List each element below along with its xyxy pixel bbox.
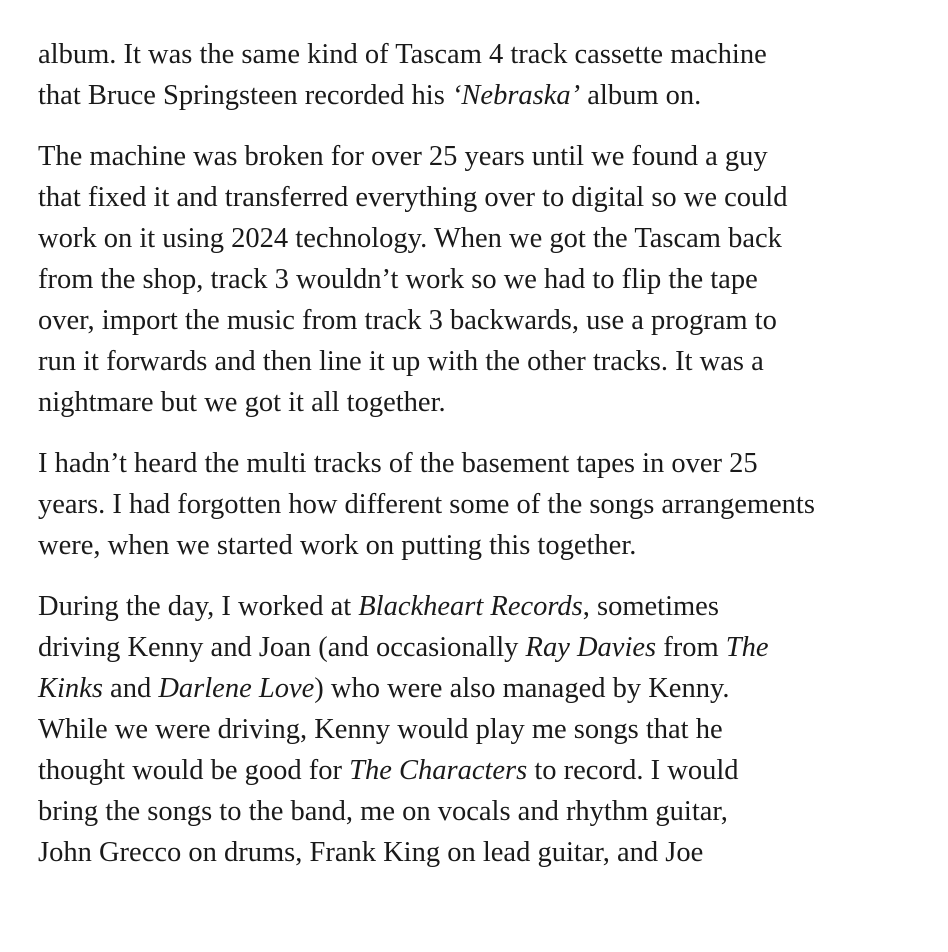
text-run: thought would be good for — [38, 755, 350, 786]
italic-text-run: Darlene Love — [158, 673, 315, 704]
text-run: The machine was broken for over 25 years until we found a guy — [38, 141, 768, 172]
text-run: and — [102, 673, 159, 704]
text-line — [38, 709, 928, 750]
italic-text-run: Kinks — [38, 673, 103, 704]
italic-text-run: The — [725, 632, 769, 663]
text-run: bring the songs to the band, me on vocals and rhythm guitar, — [38, 796, 728, 827]
text-line — [38, 34, 928, 75]
italic-text-run: ‘Nebraska’ — [451, 80, 581, 111]
text-run: driving Kenny and Joan (and occasionally — [38, 632, 526, 663]
text-line — [38, 668, 928, 709]
text-line — [38, 341, 928, 382]
text-run: I hadn’t heard the multi tracks of the basement tapes in over 25 — [38, 448, 758, 479]
text-run: During the day, I worked at — [38, 591, 359, 622]
text-line — [38, 627, 928, 668]
paragraph — [38, 443, 928, 566]
text-run: work on it using 2024 technology. When we got the Tascam back — [38, 223, 782, 254]
text-line — [38, 75, 928, 116]
italic-text-run: Blackheart Records — [358, 591, 583, 622]
text-line — [38, 586, 928, 627]
text-line — [38, 177, 928, 218]
text-run: from the shop, track 3 wouldn’t work so we had to flip the tape — [38, 264, 758, 295]
paragraph — [38, 34, 928, 116]
text-run: nightmare but we got it all together. — [38, 387, 446, 418]
text-line — [38, 382, 928, 423]
text-run: While we were driving, Kenny would play me songs that he — [38, 714, 723, 745]
text-line — [38, 218, 928, 259]
italic-text-run: Ray Davies — [525, 632, 657, 663]
text-line — [38, 259, 928, 300]
text-run: ) who were also managed by Kenny. — [314, 673, 730, 704]
text-run: to record. I would — [527, 755, 739, 786]
text-run: album. It was the same kind of Tascam 4 track cassette machine — [38, 39, 767, 70]
text-run: from — [656, 632, 726, 663]
text-run: John Grecco on drums, Frank King on lead guitar, and Joe — [38, 837, 704, 868]
italic-text-run: The Characters — [349, 755, 528, 786]
text-line — [38, 136, 928, 177]
paragraph — [38, 136, 928, 423]
text-run: over, import the music from track 3 backwards, use a program to — [38, 305, 777, 336]
paragraph — [38, 586, 928, 873]
document-page — [38, 34, 928, 893]
text-line — [38, 443, 928, 484]
text-line — [38, 484, 928, 525]
text-line — [38, 300, 928, 341]
text-run: album on. — [580, 80, 702, 111]
text-run: years. I had forgotten how different some of the songs arrangements — [38, 489, 815, 520]
text-run: , sometimes — [582, 591, 719, 622]
text-line — [38, 525, 928, 566]
text-run: that fixed it and transferred everything over to digital so we could — [38, 182, 788, 213]
text-run: that Bruce Springsteen recorded his — [38, 80, 452, 111]
text-line — [38, 791, 928, 832]
text-line — [38, 832, 928, 873]
text-run: were, when we started work on putting this together. — [38, 530, 637, 561]
text-line — [38, 750, 928, 791]
text-run: run it forwards and then line it up with the other tracks. It was a — [38, 346, 764, 377]
